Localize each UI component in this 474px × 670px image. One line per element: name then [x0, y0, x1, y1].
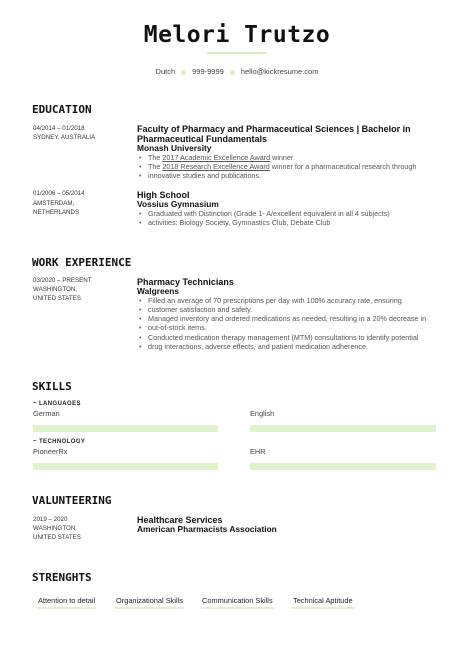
section-title-strengths [28, 570, 95, 585]
education-1-bullet-2-cont [137, 171, 443, 180]
strength-tag: Communication Skills [201, 596, 274, 609]
education-2-location-line-1: AMSTERDAM, [33, 200, 75, 207]
section-title-volunteering [28, 493, 114, 508]
work-1-date: 03/2020 – PRESENT [33, 277, 92, 284]
candidate-name: Melori Trutzo [143, 22, 331, 48]
education-2-location-line-2: NETHERLANDS [33, 209, 80, 216]
name-underline [207, 52, 267, 54]
bullet-text: out-of-stock items. [148, 323, 207, 332]
skill-level-bar-pioneerrx [33, 463, 218, 470]
strength-tag: Organizational Skills [115, 596, 184, 609]
education-1-bullet-2 [137, 162, 443, 171]
contact-nationality: Dutch [155, 67, 176, 76]
bullet-text: drug interactions, adverse effects, and patient medication adherence. [148, 342, 369, 351]
education-2-date: 01/2006 – 05/2014 [33, 190, 85, 197]
volunteer-1-organization: American Pharmacists Association [137, 524, 277, 534]
education-1-bullet-1 [137, 153, 443, 162]
education-1-title: Faculty of Pharmacy and Pharmaceutical Sciences | Bachelor in [137, 124, 411, 134]
section-title-text: SKILLS [32, 380, 72, 393]
work-1-location-line-2: UNITED STATES [33, 295, 81, 302]
bullet-text: customer satisfaction and safety. [148, 305, 253, 314]
education-2-bullet-1 [137, 209, 443, 218]
work-1-title: Pharmacy Technicians [137, 277, 234, 287]
contact-email[interactable]: hello@kickresume.com [240, 67, 319, 76]
award-link[interactable]: 2017 Academic Excellence Award [162, 153, 271, 162]
work-1-bullet-1-cont [137, 305, 443, 314]
education-2-institution: Vossius Gymnasium [137, 199, 219, 209]
bullet-text: Graduated with Distinction (Grade 1- A/excellent equivalent in all 4 subjects) [148, 209, 390, 218]
work-1-bullet-1 [137, 296, 443, 305]
skill-level-bar-ehr [250, 463, 436, 470]
skill-level-bar-english [250, 425, 436, 432]
bullet-text: innovative studies and publications. [148, 171, 262, 180]
skill-category-languages: ~ LANGUAGES [33, 401, 81, 407]
work-1-bullet-3-cont [137, 342, 443, 351]
contact-phone: 999-9999 [192, 67, 224, 76]
bullet-text: winner [270, 153, 294, 162]
bullet-text: activities: Biology Society, Gymnastics Club, Debate Club [148, 218, 331, 227]
skill-category-technology: ~ TECHNOLOGY [33, 439, 86, 445]
skill-level-bar-german [33, 425, 218, 432]
skill-english: English [250, 409, 275, 418]
skill-pioneerrx: PioneerRx [33, 447, 68, 456]
skill-ehr: EHR [250, 447, 266, 456]
section-title-text: EDUCATION [32, 103, 92, 116]
work-1-bullet-2-cont [137, 323, 443, 332]
volunteer-1-location-line-1: WASHINGTON, [33, 525, 78, 532]
contact-line [0, 67, 474, 76]
education-2-title: High School [137, 190, 190, 200]
section-title-text: STRENGHTS [32, 571, 92, 584]
bullet-text: Conducted medication therapy management (MTM) consultations to identify potential [148, 333, 419, 342]
education-1-date: 04/2014 – 01/2018 [33, 125, 85, 132]
education-1-institution: Monash University [137, 143, 212, 153]
skill-german: German [33, 409, 60, 418]
volunteer-1-location-line-2: UNITED STATES [33, 534, 81, 541]
work-1-company: Walgreens [137, 286, 180, 296]
volunteer-1-date: 2019 – 2020 [33, 516, 68, 523]
separator-dot [181, 70, 186, 75]
education-2-activities [137, 218, 443, 227]
bullet-text: winner for a pharmaceutical research through [269, 162, 417, 171]
bullet-text: The [148, 162, 163, 171]
education-1-location: SYDNEY, AUSTRALIA [33, 134, 96, 141]
strength-tag: Technical Aptitude [292, 596, 354, 609]
work-1-location-line-1: WASHINGTON, [33, 286, 78, 293]
work-1-bullet-2 [137, 314, 443, 323]
bullet-text: Filled an average of 70 prescriptions per day with 100% accuracy rate, ensuring [148, 296, 402, 305]
award-link[interactable]: 2018 Research Excellence Award [162, 162, 270, 171]
bullet-text: Managed inventory and ordered medications as needed, resulting in a 20% decrease in [148, 314, 427, 323]
work-1-bullet-3 [137, 333, 443, 342]
section-title-work [28, 255, 134, 270]
bullet-text: The [148, 153, 163, 162]
section-title-text: VALUNTEERING [32, 494, 112, 507]
section-title-skills [28, 379, 75, 394]
education-1-title-cont: Pharmaceutical Fundamentals [137, 134, 268, 144]
strength-tag: Attention to detail [37, 596, 96, 609]
separator-dot [230, 70, 235, 75]
section-title-text: WORK EXPERIENCE [32, 256, 132, 269]
section-title-education [28, 102, 95, 117]
volunteer-1-title: Healthcare Services [137, 515, 223, 525]
